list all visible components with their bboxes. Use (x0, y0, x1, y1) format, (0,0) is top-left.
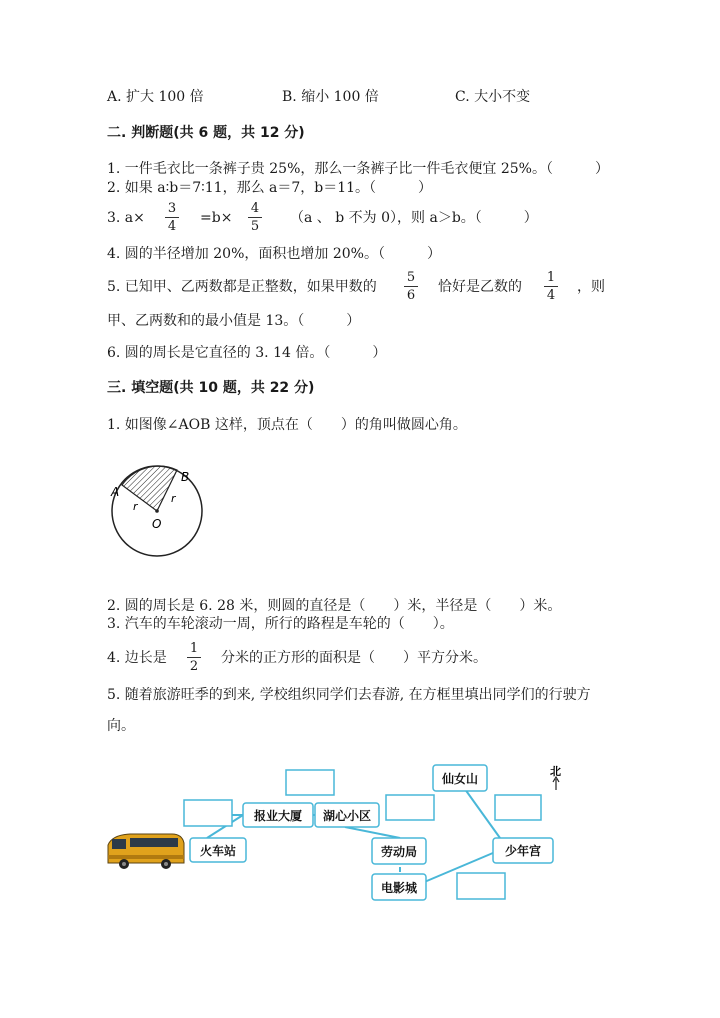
judge-q6: 6. 圆的周长是它直径的 3. 14 倍。（ ） (107, 345, 387, 361)
label-r-left: r (133, 500, 138, 513)
fraction-bar (248, 217, 262, 218)
fraction-bar (544, 286, 558, 287)
answer-box-3[interactable] (386, 795, 434, 820)
fill-q4-part2: 分米的正方形的面积是（ ）平方分米。 (221, 650, 487, 666)
label-a: A (111, 485, 120, 499)
bus-icon (108, 834, 184, 869)
place-xiannv: 仙女山 (441, 772, 479, 786)
label-r-right: r (171, 492, 176, 505)
judge-q5-fraction2 (544, 270, 558, 303)
fraction-bar (404, 286, 418, 287)
fill-q1: 1. 如图像∠AOB 这样，顶点在（ ）的角叫做圆心角。 (107, 417, 467, 433)
fraction-denominator: 2 (189, 659, 199, 674)
place-shaonian: 少年宫 (504, 844, 542, 858)
fraction-numerator: 5 (406, 270, 416, 285)
judge-q5-part1: 5. 已知甲、乙两数都是正整数，如果甲数的 (107, 279, 377, 295)
fraction-numerator: 1 (546, 270, 556, 285)
place-laodong: 劳动局 (380, 845, 418, 859)
sector-aob (122, 466, 177, 511)
judge-q2: 2. 如果 a∶b＝7∶11，那么 a＝7，b＝11。（ ） (107, 180, 433, 196)
fill-q2: 2. 圆的周长是 6. 28 米，则圆的直径是（ ）米，半径是（ ）米。 (107, 598, 562, 614)
fraction-denominator: 4 (546, 288, 556, 303)
judge-q5-fraction1 (404, 270, 418, 303)
option-b: B. 缩小 100 倍 (282, 89, 379, 105)
judge-q5-part2: 恰好是乙数的 (438, 279, 522, 295)
place-huoche: 火车站 (199, 844, 237, 858)
judge-q3-part1: 3. a× (107, 210, 145, 226)
place-dianying: 电影城 (380, 881, 418, 895)
judge-q4: 4. 圆的半径增加 20%，面积也增加 20%。（ ） (107, 246, 441, 262)
fraction-numerator: 3 (167, 201, 177, 216)
fraction-numerator: 1 (189, 641, 199, 656)
answer-box-5[interactable] (457, 873, 505, 899)
fraction-denominator: 6 (406, 288, 416, 303)
fraction-denominator: 4 (167, 219, 177, 234)
label-b: B (181, 470, 190, 484)
fraction-bar (165, 217, 179, 218)
judge-q3-part3: （a 、 b 不为 0），则 a＞b。（ ） (290, 210, 538, 226)
fraction-bar (187, 657, 201, 658)
fill-q4-fraction (187, 641, 201, 674)
section3-title: 三. 填空题(共 10 题，共 22 分) (107, 380, 315, 396)
judge-q1: 1. 一件毛衣比一条裤子贵 25%，那么一条裤子比一件毛衣便宜 25%。（ ） (107, 161, 609, 177)
place-baoye: 报业大厦 (253, 809, 303, 823)
north-label: 北 (550, 765, 561, 778)
judge-q5-part3: ，则 (577, 279, 605, 295)
answer-box-1[interactable] (286, 770, 334, 795)
option-c: C. 大小不变 (455, 89, 531, 105)
center-point (155, 509, 159, 513)
judge-q5-line2: 甲、乙两数和的最小值是 13。（ ） (107, 313, 361, 329)
fraction-denominator: 5 (250, 219, 260, 234)
fill-q4-part1: 4. 边长是 (107, 650, 167, 666)
fraction-numerator: 4 (250, 201, 260, 216)
route-map (100, 755, 580, 905)
judge-q3-fraction2 (248, 201, 262, 234)
fill-q3: 3. 汽车的车轮滚动一周，所行的路程是车轮的（ ）。 (107, 616, 454, 632)
judge-q3-fraction1 (165, 201, 179, 234)
judge-q3-part2: =b× (200, 210, 233, 226)
north-arrow (550, 765, 561, 790)
answer-box-4[interactable] (495, 795, 541, 820)
route-lines (207, 785, 500, 883)
section2-title: 二. 判断题(共 6 题，共 12 分) (107, 125, 305, 141)
fill-q5-line2: 向。 (107, 718, 135, 734)
place-huxin: 湖心小区 (322, 809, 372, 823)
fill-q5-line1: 5. 随着旅游旺季的到来, 学校组织同学们去春游, 在方框里填出同学们的行驶方 (107, 687, 591, 703)
circle-angle-figure (105, 465, 215, 565)
label-o: O (152, 517, 162, 531)
answer-box-2[interactable] (184, 800, 232, 826)
option-a: A. 扩大 100 倍 (107, 89, 204, 105)
